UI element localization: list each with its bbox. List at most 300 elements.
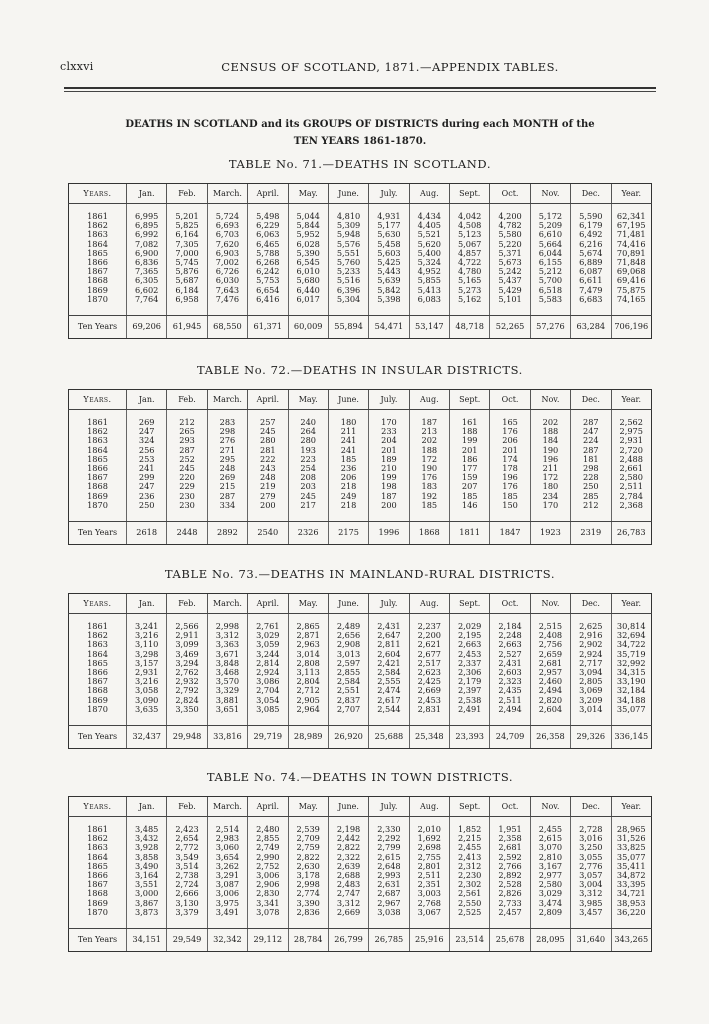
value-cell: 5,162 bbox=[450, 295, 490, 304]
value-cell: 3,209 bbox=[571, 696, 611, 705]
table-row bbox=[69, 464, 652, 473]
table-body bbox=[69, 817, 652, 952]
value-cell: 2,511 bbox=[611, 482, 652, 491]
value-cell: 250 bbox=[571, 482, 611, 491]
value-cell: 233 bbox=[369, 427, 409, 436]
table-row bbox=[69, 446, 652, 455]
year-cell: 1863 bbox=[69, 230, 127, 239]
year-cell: 1869 bbox=[69, 286, 127, 295]
column-header: Nov. bbox=[530, 797, 570, 817]
spacer-cell bbox=[571, 510, 611, 522]
total-cell: 24,709 bbox=[490, 726, 530, 749]
value-cell: 2,397 bbox=[450, 686, 490, 695]
value-cell: 2,855 bbox=[328, 668, 368, 677]
value-cell: 34,188 bbox=[611, 696, 652, 705]
value-cell: 188 bbox=[409, 446, 449, 455]
value-cell: 5,603 bbox=[369, 249, 409, 258]
value-cell: 35,719 bbox=[611, 650, 652, 659]
value-cell: 2,799 bbox=[369, 843, 409, 852]
column-header: Sept. bbox=[450, 594, 490, 614]
total-cell: 29,719 bbox=[248, 726, 288, 749]
column-header: Aug. bbox=[409, 390, 449, 410]
column-header: Year. bbox=[611, 390, 652, 410]
value-cell: 3,070 bbox=[530, 843, 570, 852]
value-cell: 3,006 bbox=[207, 889, 247, 898]
total-row bbox=[69, 316, 652, 339]
value-cell: 3,087 bbox=[207, 880, 247, 889]
year-cell: 1868 bbox=[69, 889, 127, 898]
column-header: Sept. bbox=[450, 797, 490, 817]
total-cell: 1868 bbox=[409, 522, 449, 545]
header-row bbox=[69, 594, 652, 614]
value-cell: 177 bbox=[450, 464, 490, 473]
value-cell: 5,664 bbox=[530, 240, 570, 249]
value-cell: 4,810 bbox=[328, 212, 368, 221]
total-cell: 26,785 bbox=[369, 929, 409, 952]
total-cell: 25,348 bbox=[409, 726, 449, 749]
total-cell: 32,342 bbox=[207, 929, 247, 952]
value-cell: 170 bbox=[369, 418, 409, 427]
table-header bbox=[69, 184, 652, 204]
value-cell: 5,201 bbox=[167, 212, 207, 221]
total-cell: 28,989 bbox=[288, 726, 328, 749]
value-cell: 2,525 bbox=[450, 908, 490, 917]
column-header: Sept. bbox=[450, 390, 490, 410]
value-cell: 2,998 bbox=[207, 622, 247, 631]
column-header: March. bbox=[207, 594, 247, 614]
value-cell: 3,110 bbox=[127, 640, 167, 649]
value-cell: 2,871 bbox=[288, 631, 328, 640]
year-cell: 1862 bbox=[69, 631, 127, 640]
value-cell: 3,216 bbox=[127, 677, 167, 686]
value-cell: 7,082 bbox=[127, 240, 167, 249]
value-cell: 3,216 bbox=[127, 631, 167, 640]
value-cell: 2,804 bbox=[288, 677, 328, 686]
value-cell: 6,465 bbox=[248, 240, 288, 249]
value-cell: 2,902 bbox=[571, 640, 611, 649]
value-cell: 3,457 bbox=[571, 908, 611, 917]
total-label: Ten Years bbox=[69, 522, 127, 545]
value-cell: 2,351 bbox=[409, 880, 449, 889]
year-cell: 1866 bbox=[69, 258, 127, 267]
spacer-cell bbox=[248, 917, 288, 929]
year-cell: 1868 bbox=[69, 276, 127, 285]
column-header: March. bbox=[207, 184, 247, 204]
value-cell: 4,931 bbox=[369, 212, 409, 221]
value-cell: 161 bbox=[450, 418, 490, 427]
value-cell: 5,101 bbox=[490, 295, 530, 304]
value-cell: 5,498 bbox=[248, 212, 288, 221]
year-cell: 1864 bbox=[69, 650, 127, 659]
spacer-cell bbox=[530, 917, 570, 929]
column-header: June. bbox=[328, 594, 368, 614]
value-cell: 5,242 bbox=[490, 267, 530, 276]
value-cell: 6,610 bbox=[530, 230, 570, 239]
value-cell: 2,733 bbox=[490, 899, 530, 908]
value-cell: 210 bbox=[369, 464, 409, 473]
value-cell: 248 bbox=[248, 473, 288, 482]
value-cell: 247 bbox=[127, 427, 167, 436]
year-cell: 1868 bbox=[69, 482, 127, 491]
column-header: July. bbox=[369, 797, 409, 817]
value-cell: 279 bbox=[248, 492, 288, 501]
value-cell: 3,014 bbox=[288, 650, 328, 659]
value-cell: 2,805 bbox=[571, 677, 611, 686]
value-cell: 3,329 bbox=[207, 686, 247, 695]
value-cell: 38,953 bbox=[611, 899, 652, 908]
value-cell: 2,639 bbox=[328, 862, 368, 871]
value-cell: 2,584 bbox=[369, 668, 409, 677]
value-cell: 2,931 bbox=[611, 436, 652, 445]
spacer-cell bbox=[127, 304, 167, 316]
value-cell: 2,453 bbox=[450, 650, 490, 659]
value-cell: 2,604 bbox=[530, 705, 570, 714]
value-cell: 5,674 bbox=[571, 249, 611, 258]
total-cell: 343,265 bbox=[611, 929, 652, 952]
value-cell: 2,010 bbox=[409, 825, 449, 834]
value-cell: 2,511 bbox=[490, 696, 530, 705]
value-cell: 2,442 bbox=[328, 834, 368, 843]
spacer-cell bbox=[248, 714, 288, 726]
value-cell: 3,099 bbox=[167, 640, 207, 649]
value-cell: 204 bbox=[369, 436, 409, 445]
value-cell: 2,460 bbox=[530, 677, 570, 686]
value-cell: 186 bbox=[450, 455, 490, 464]
value-cell: 6,087 bbox=[571, 267, 611, 276]
spacer-cell bbox=[328, 714, 368, 726]
value-cell: 188 bbox=[530, 427, 570, 436]
value-cell: 247 bbox=[127, 482, 167, 491]
value-cell: 269 bbox=[127, 418, 167, 427]
value-cell: 5,630 bbox=[369, 230, 409, 239]
value-cell: 5,673 bbox=[490, 258, 530, 267]
spacer-cell bbox=[450, 510, 490, 522]
value-cell: 6,836 bbox=[127, 258, 167, 267]
spacer-cell bbox=[207, 714, 247, 726]
table-row bbox=[69, 427, 652, 436]
total-cell: 1847 bbox=[490, 522, 530, 545]
value-cell: 31,526 bbox=[611, 834, 652, 843]
value-cell: 185 bbox=[328, 455, 368, 464]
spacer-cell bbox=[530, 304, 570, 316]
value-cell: 236 bbox=[328, 464, 368, 473]
value-cell: 215 bbox=[207, 482, 247, 491]
total-cell: 25,916 bbox=[409, 929, 449, 952]
value-cell: 189 bbox=[369, 455, 409, 464]
value-cell: 2,993 bbox=[369, 871, 409, 880]
value-cell: 5,443 bbox=[369, 267, 409, 276]
value-cell: 3,867 bbox=[127, 899, 167, 908]
value-cell: 2,768 bbox=[409, 899, 449, 908]
value-cell: 74,165 bbox=[611, 295, 652, 304]
value-cell: 35,077 bbox=[611, 853, 652, 862]
spacer-cell bbox=[409, 510, 449, 522]
value-cell: 2,306 bbox=[450, 668, 490, 677]
value-cell: 5,165 bbox=[450, 276, 490, 285]
value-cell: 2,784 bbox=[611, 492, 652, 501]
value-cell: 5,876 bbox=[167, 267, 207, 276]
value-cell: 2,822 bbox=[328, 843, 368, 852]
value-cell: 2,826 bbox=[490, 889, 530, 898]
value-cell: 2,681 bbox=[490, 843, 530, 852]
value-cell: 2,663 bbox=[450, 640, 490, 649]
value-cell: 3,635 bbox=[127, 705, 167, 714]
total-cell: 52,265 bbox=[490, 316, 530, 339]
total-cell: 48,718 bbox=[450, 316, 490, 339]
value-cell: 5,844 bbox=[288, 221, 328, 230]
value-cell: 3,514 bbox=[167, 862, 207, 871]
value-cell: 6,518 bbox=[530, 286, 570, 295]
value-cell: 70,891 bbox=[611, 249, 652, 258]
total-cell: 29,326 bbox=[571, 726, 611, 749]
value-cell: 196 bbox=[490, 473, 530, 482]
value-cell: 172 bbox=[409, 455, 449, 464]
value-cell: 269 bbox=[207, 473, 247, 482]
table-row bbox=[69, 295, 652, 304]
value-cell: 6,155 bbox=[530, 258, 570, 267]
value-cell: 3,069 bbox=[571, 686, 611, 695]
value-cell: 203 bbox=[288, 482, 328, 491]
value-cell: 2,511 bbox=[409, 871, 449, 880]
value-cell: 198 bbox=[369, 482, 409, 491]
value-cell: 74,416 bbox=[611, 240, 652, 249]
value-cell: 2,323 bbox=[490, 677, 530, 686]
value-cell: 6,683 bbox=[571, 295, 611, 304]
value-cell: 2,198 bbox=[328, 825, 368, 834]
value-cell: 75,875 bbox=[611, 286, 652, 295]
value-cell: 2,337 bbox=[450, 659, 490, 668]
value-cell: 6,900 bbox=[127, 249, 167, 258]
value-cell: 3,029 bbox=[530, 889, 570, 898]
value-cell: 2,830 bbox=[248, 889, 288, 898]
value-cell: 6,492 bbox=[571, 230, 611, 239]
value-cell: 192 bbox=[409, 492, 449, 501]
value-cell: 6,895 bbox=[127, 221, 167, 230]
year-cell: 1870 bbox=[69, 295, 127, 304]
total-cell: 1923 bbox=[530, 522, 570, 545]
value-cell: 2,772 bbox=[167, 843, 207, 852]
year-cell: 1867 bbox=[69, 473, 127, 482]
value-cell: 5,639 bbox=[369, 276, 409, 285]
spacer-cell bbox=[127, 917, 167, 929]
value-cell: 3,654 bbox=[207, 853, 247, 862]
value-cell: 6,028 bbox=[288, 240, 328, 249]
value-cell: 2,425 bbox=[409, 677, 449, 686]
table-row bbox=[69, 705, 652, 714]
value-cell: 34,722 bbox=[611, 640, 652, 649]
spacer-cell bbox=[571, 714, 611, 726]
value-cell: 2,654 bbox=[167, 834, 207, 843]
value-cell: 3,006 bbox=[248, 871, 288, 880]
value-cell: 185 bbox=[490, 492, 530, 501]
year-cell: 1865 bbox=[69, 659, 127, 668]
column-header: Year. bbox=[611, 184, 652, 204]
column-header: Feb. bbox=[167, 594, 207, 614]
total-cell: 25,688 bbox=[369, 726, 409, 749]
value-cell: 2,517 bbox=[409, 659, 449, 668]
value-cell: 5,177 bbox=[369, 221, 409, 230]
column-header: April. bbox=[248, 594, 288, 614]
value-cell: 4,200 bbox=[490, 212, 530, 221]
value-cell: 2,755 bbox=[409, 853, 449, 862]
spacer-cell bbox=[127, 510, 167, 522]
value-cell: 2,435 bbox=[490, 686, 530, 695]
value-cell: 5,309 bbox=[328, 221, 368, 230]
value-cell: 2,455 bbox=[450, 843, 490, 852]
value-cell: 5,576 bbox=[328, 240, 368, 249]
column-header: Years. bbox=[69, 797, 127, 817]
value-cell: 2,514 bbox=[207, 825, 247, 834]
value-cell: 2,358 bbox=[490, 834, 530, 843]
value-cell: 283 bbox=[207, 418, 247, 427]
value-cell: 2,831 bbox=[409, 705, 449, 714]
value-cell: 2,814 bbox=[248, 659, 288, 668]
spacer-cell bbox=[490, 304, 530, 316]
year-cell: 1870 bbox=[69, 908, 127, 917]
total-label: Ten Years bbox=[69, 316, 127, 339]
total-cell: 336,145 bbox=[611, 726, 652, 749]
value-cell: 2,698 bbox=[409, 843, 449, 852]
value-cell: 5,680 bbox=[288, 276, 328, 285]
value-cell: 187 bbox=[369, 492, 409, 501]
value-cell: 159 bbox=[450, 473, 490, 482]
value-cell: 2,615 bbox=[369, 853, 409, 862]
value-cell: 33,190 bbox=[611, 677, 652, 686]
value-cell: 6,726 bbox=[207, 267, 247, 276]
year-cell: 1866 bbox=[69, 871, 127, 880]
value-cell: 271 bbox=[207, 446, 247, 455]
value-cell: 69,068 bbox=[611, 267, 652, 276]
value-cell: 5,123 bbox=[450, 230, 490, 239]
value-cell: 202 bbox=[530, 418, 570, 427]
spacer-row bbox=[69, 304, 652, 316]
value-cell: 6,995 bbox=[127, 212, 167, 221]
value-cell: 2,792 bbox=[167, 686, 207, 695]
column-header: March. bbox=[207, 390, 247, 410]
table-row bbox=[69, 908, 652, 917]
value-cell: 241 bbox=[127, 464, 167, 473]
total-cell: 29,112 bbox=[248, 929, 288, 952]
value-cell: 2,179 bbox=[450, 677, 490, 686]
total-cell: 2175 bbox=[328, 522, 368, 545]
value-cell: 36,220 bbox=[611, 908, 652, 917]
spacer-row bbox=[69, 510, 652, 522]
column-header: Year. bbox=[611, 594, 652, 614]
value-cell: 178 bbox=[490, 464, 530, 473]
table-row bbox=[69, 473, 652, 482]
value-cell: 184 bbox=[530, 436, 570, 445]
value-cell: 3,490 bbox=[127, 862, 167, 871]
spacer-cell bbox=[611, 714, 652, 726]
value-cell: 28,965 bbox=[611, 825, 652, 834]
value-cell: 176 bbox=[490, 482, 530, 491]
value-cell: 4,857 bbox=[450, 249, 490, 258]
value-cell: 5,324 bbox=[409, 258, 449, 267]
value-cell: 5,551 bbox=[328, 249, 368, 258]
column-header: May. bbox=[288, 594, 328, 614]
value-cell: 6,010 bbox=[288, 267, 328, 276]
value-cell: 2,615 bbox=[530, 834, 570, 843]
column-header: June. bbox=[328, 390, 368, 410]
value-cell: 2,707 bbox=[328, 705, 368, 714]
table-row bbox=[69, 482, 652, 491]
value-cell: 7,002 bbox=[207, 258, 247, 267]
value-cell: 3,054 bbox=[248, 696, 288, 705]
value-cell: 180 bbox=[530, 482, 570, 491]
value-cell: 2,515 bbox=[530, 622, 570, 631]
year-cell: 1863 bbox=[69, 843, 127, 852]
value-cell: 67,195 bbox=[611, 221, 652, 230]
spacer-cell bbox=[167, 304, 207, 316]
column-header: Dec. bbox=[571, 797, 611, 817]
value-cell: 287 bbox=[571, 418, 611, 427]
value-cell: 4,042 bbox=[450, 212, 490, 221]
spacer-cell bbox=[69, 917, 127, 929]
column-header: May. bbox=[288, 184, 328, 204]
total-cell: 57,276 bbox=[530, 316, 570, 339]
value-cell: 3,379 bbox=[167, 908, 207, 917]
value-cell: 3,057 bbox=[571, 871, 611, 880]
value-cell: 2,906 bbox=[248, 880, 288, 889]
column-header: Years. bbox=[69, 184, 127, 204]
value-cell: 62,341 bbox=[611, 212, 652, 221]
year-cell: 1869 bbox=[69, 899, 127, 908]
value-cell: 2,584 bbox=[328, 677, 368, 686]
spacer-cell bbox=[530, 510, 570, 522]
value-cell: 7,476 bbox=[207, 295, 247, 304]
value-cell: 185 bbox=[409, 501, 449, 510]
value-cell: 5,583 bbox=[530, 295, 570, 304]
value-cell: 3,167 bbox=[530, 862, 570, 871]
value-cell: 6,229 bbox=[248, 221, 288, 230]
year-cell: 1867 bbox=[69, 267, 127, 276]
value-cell: 3,078 bbox=[248, 908, 288, 917]
value-cell: 1,951 bbox=[490, 825, 530, 834]
value-cell: 3,060 bbox=[207, 843, 247, 852]
value-cell: 2,538 bbox=[450, 696, 490, 705]
table-header bbox=[69, 390, 652, 410]
value-cell: 1,852 bbox=[450, 825, 490, 834]
column-header: Oct. bbox=[490, 390, 530, 410]
column-header: Feb. bbox=[167, 390, 207, 410]
value-cell: 5,437 bbox=[490, 276, 530, 285]
value-cell: 5,429 bbox=[490, 286, 530, 295]
value-cell: 2,551 bbox=[328, 686, 368, 695]
value-cell: 3,178 bbox=[288, 871, 328, 880]
spacer-cell bbox=[248, 510, 288, 522]
table-row bbox=[69, 492, 652, 501]
value-cell: 2,681 bbox=[530, 659, 570, 668]
total-cell: 2540 bbox=[248, 522, 288, 545]
value-cell: 280 bbox=[248, 436, 288, 445]
value-cell: 71,848 bbox=[611, 258, 652, 267]
value-cell: 2,983 bbox=[207, 834, 247, 843]
year-cell: 1862 bbox=[69, 427, 127, 436]
year-cell: 1868 bbox=[69, 686, 127, 695]
value-cell: 6,044 bbox=[530, 249, 570, 258]
value-cell: 2,905 bbox=[288, 696, 328, 705]
value-cell: 2,566 bbox=[167, 622, 207, 631]
spacer-cell bbox=[409, 304, 449, 316]
value-cell: 3,975 bbox=[207, 899, 247, 908]
value-cell: 2,717 bbox=[571, 659, 611, 668]
value-cell: 6,184 bbox=[167, 286, 207, 295]
value-cell: 3,262 bbox=[207, 862, 247, 871]
page-title-line-1: DEATHS IN SCOTLAND and its GROUPS OF DISTRICTS during each MONTH of the bbox=[125, 119, 595, 130]
value-cell: 230 bbox=[167, 492, 207, 501]
value-cell: 3,291 bbox=[207, 871, 247, 880]
value-cell: 2,824 bbox=[167, 696, 207, 705]
